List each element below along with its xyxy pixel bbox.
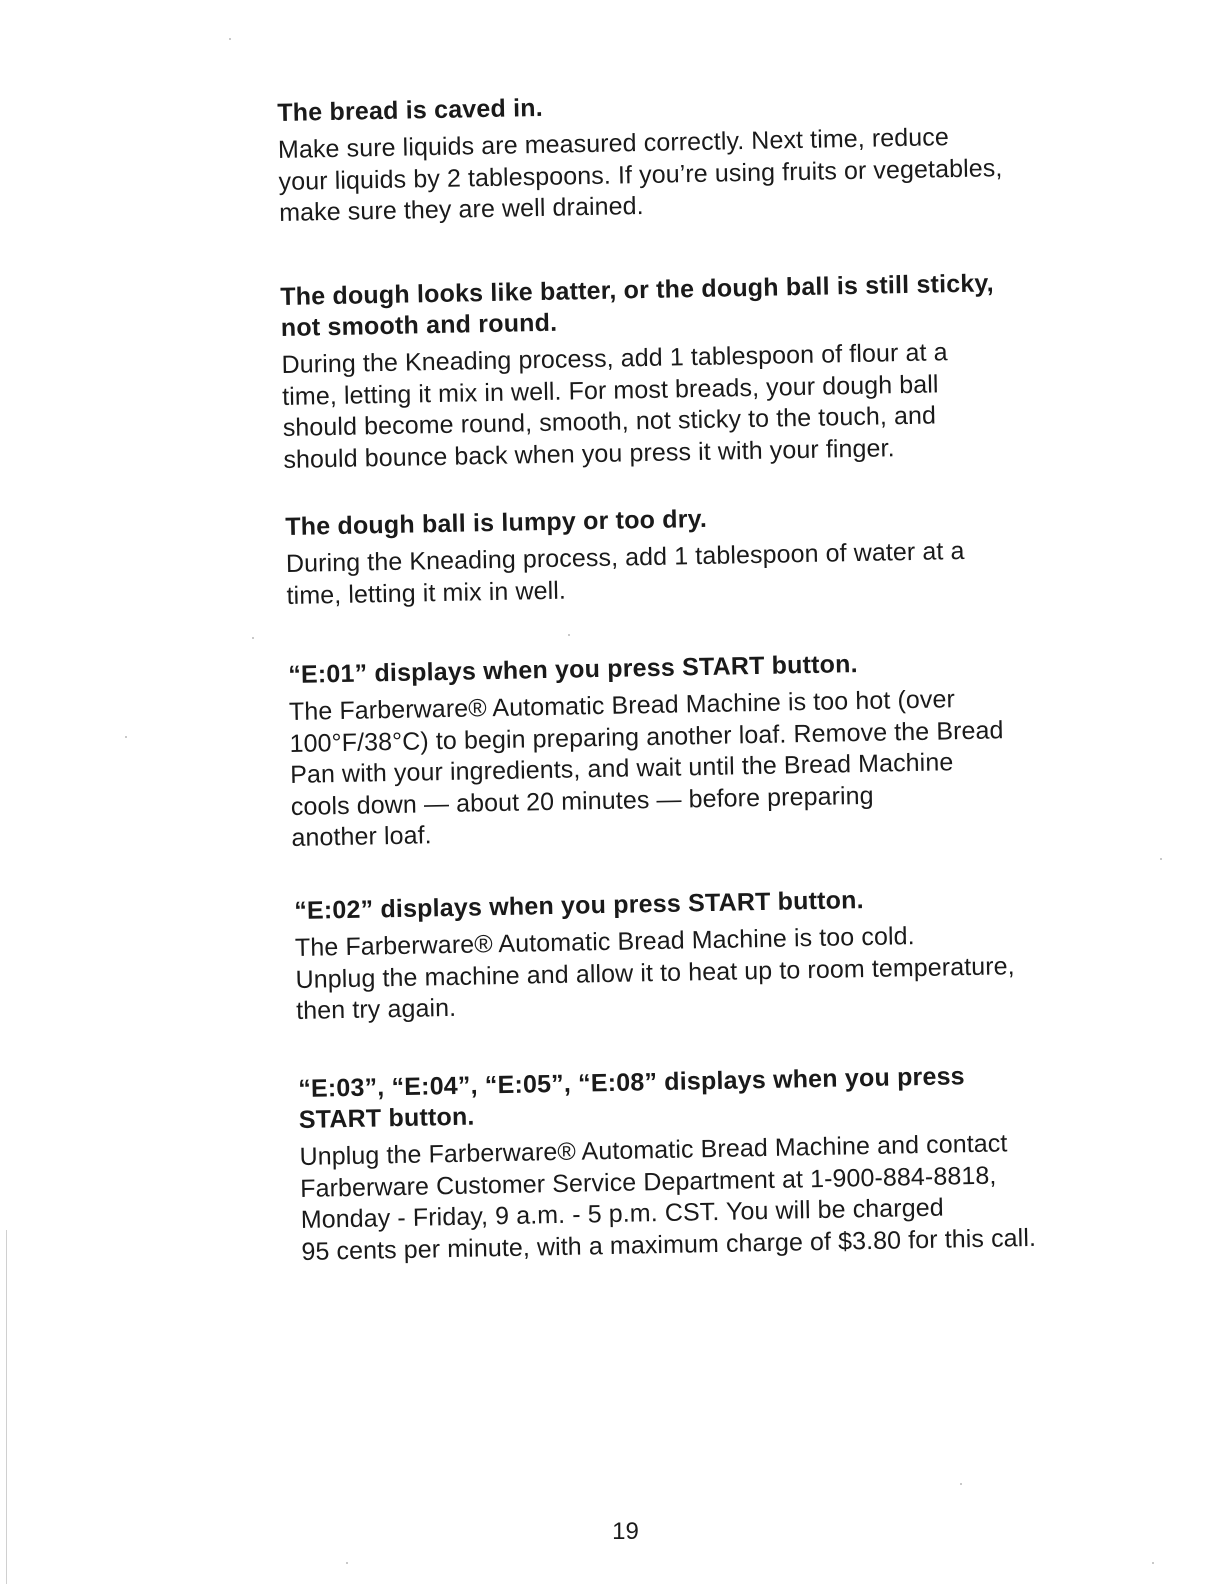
scan-edge-line (6, 1230, 7, 1584)
body-line: Farberware Customer Service Department at 1-900-884-8818, (299, 1161, 997, 1203)
scan-speck (229, 38, 231, 40)
section-body (299, 1125, 1161, 1267)
body-line: cools down — about 20 minutes — before preparing (290, 781, 874, 821)
heading-line: not smooth and round. (280, 308, 558, 342)
body-line: 95 cents per minute, with a maximum charge of $3.80 for this call. (301, 1223, 1037, 1266)
body-line: During the Kneading process, add 1 tablespoon of flour at a (281, 338, 948, 379)
scan-speck (1160, 858, 1162, 860)
heading-line: “E:03”, “E:04”, “E:05”, “E:08” displays when you press (298, 1062, 966, 1103)
section-heading: “E:02” displays when you press START button. (294, 886, 864, 925)
body-line: 100°F/38°C) to begin preparing another loaf. Remove the Bread (289, 715, 1004, 758)
section-body (278, 118, 1140, 229)
section-body (289, 680, 1152, 854)
section-body (286, 532, 1147, 611)
body-line: The Farberware® Automatic Bread Machine is too cold. (294, 922, 915, 962)
section-error-e01 (288, 643, 1152, 854)
body-line: Monday - Friday, 9 a.m. - 5 p.m. CST. You will be charged (300, 1193, 944, 1234)
scan-speck (346, 1562, 348, 1564)
body-line: During the Kneading process, add 1 tablespoon of water at a (285, 536, 965, 578)
section-error-e03-e08 (298, 1057, 1162, 1267)
body-line: Pan with your ingredients, and wait until the Bread Machine (289, 748, 954, 789)
body-line: Unplug the Farberware® Automatic Bread Machine and contact (299, 1129, 1008, 1171)
page-number: 19 (612, 1518, 639, 1545)
scan-speck (1152, 1562, 1154, 1564)
section-heading: “E:01” displays when you press START button. (288, 650, 858, 689)
heading-line: The dough looks like batter, or the dough ball is still sticky, (280, 269, 995, 311)
section-body (295, 916, 1157, 1027)
body-line: time, letting it mix in well. For most breads, your dough ball (281, 369, 939, 411)
body-line: Unplug the machine and allow it to heat up to room temperature, (295, 951, 1015, 994)
body-line: make sure they are well drained. (278, 191, 644, 227)
scan-speck (252, 637, 254, 639)
body-line: The Farberware® Automatic Bread Machine is too hot (over (288, 685, 956, 726)
section-heading (298, 1057, 1159, 1135)
scan-speck (960, 1483, 962, 1485)
body-line: another loaf. (291, 821, 432, 852)
body-line: should bounce back when you press it with your finger. (283, 433, 895, 474)
body-line: your liquids by 2 tablespoons. If you’re using fruits or vegetables, (278, 153, 1003, 196)
section-heading: The bread is caved in. (277, 93, 544, 127)
scan-speck (568, 634, 570, 636)
heading-line: START button. (298, 1102, 475, 1134)
body-line: time, letting it mix in well. (286, 576, 567, 610)
body-line: should become round, smooth, not sticky to the touch, and (282, 401, 937, 442)
section-body (281, 333, 1143, 475)
section-bread-caved-in (277, 81, 1139, 229)
section-heading (280, 265, 1141, 343)
body-line: then try again. (295, 993, 457, 1025)
scan-speck (125, 736, 127, 738)
section-dough-like-batter (280, 265, 1144, 475)
body-line: Make sure liquids are measured correctly. Next time, reduce (277, 123, 950, 164)
section-error-e02 (294, 879, 1156, 1027)
section-dough-lumpy-dry (285, 495, 1147, 611)
section-heading: The dough ball is lumpy or too dry. (285, 504, 708, 541)
